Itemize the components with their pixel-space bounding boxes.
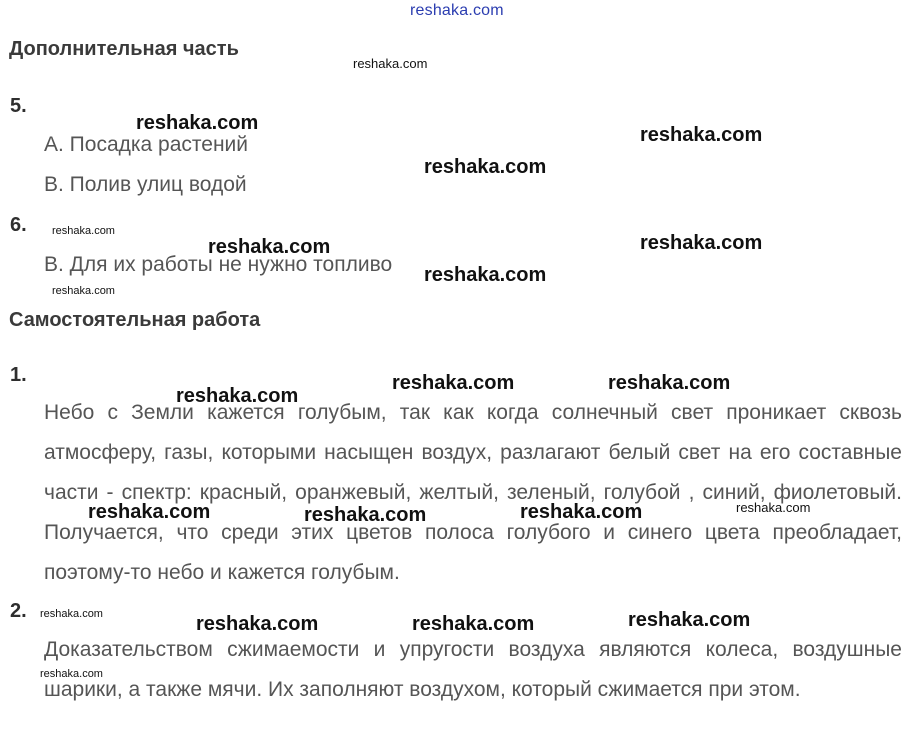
answer-6b: В. Для их работы не нужно топливо xyxy=(44,253,393,276)
watermark: reshaka.com xyxy=(52,225,115,237)
watermark: reshaka.com xyxy=(176,385,299,407)
watermark: reshaka.com xyxy=(304,504,427,526)
watermark: reshaka.com xyxy=(628,609,751,631)
watermark: reshaka.com xyxy=(52,285,115,297)
question-number-1: 1. xyxy=(10,364,27,386)
watermark: reshaka.com xyxy=(208,236,331,258)
question-number-2: 2. xyxy=(10,600,27,622)
watermark: reshaka.com xyxy=(608,372,731,394)
watermark: reshaka.com xyxy=(412,613,535,635)
header-watermark: reshaka.com xyxy=(410,2,504,19)
section-title-additional: Дополнительная часть xyxy=(9,38,239,60)
watermark: reshaka.com xyxy=(640,232,763,254)
question-number-6: 6. xyxy=(10,214,27,236)
watermark: reshaka.com xyxy=(353,56,428,71)
watermark: reshaka.com xyxy=(40,668,103,680)
watermark: reshaka.com xyxy=(520,501,643,523)
watermark: reshaka.com xyxy=(424,264,547,286)
watermark: reshaka.com xyxy=(88,501,211,523)
watermark: reshaka.com xyxy=(736,500,811,515)
answer-paragraph-1: Небо с Земли кажется голубым, так как когда солнечный свет проникает сквозь атмосферу, газы, которыми насыщен воздух, разлагают белый свет на его составные части - спектр: красный, оранжевый, желтый, зеленый, голубой , синий, фиолетовый. Получается, что среди этих цветов полоса голубого и синего цвета преобладает, поэтому-то небо и кажется голубым. xyxy=(44,401,902,584)
watermark: reshaka.com xyxy=(424,156,547,178)
answer-5a: А. Посадка растений xyxy=(44,133,249,156)
watermark: reshaka.com xyxy=(640,124,763,146)
answer-paragraph-2: Доказательством сжимаемости и упругости воздуха являются колеса, воздушные шарики, а также мячи. Их заполняют воздухом, который сжимается при этом. xyxy=(44,638,902,701)
question-number-5: 5. xyxy=(10,95,27,117)
watermark: reshaka.com xyxy=(196,613,319,635)
watermark: reshaka.com xyxy=(136,112,259,134)
answer-5b: В. Полив улиц водой xyxy=(44,173,247,196)
section-title-independent: Самостоятельная работа xyxy=(9,309,261,331)
watermark: reshaka.com xyxy=(392,372,515,394)
watermark: reshaka.com xyxy=(40,608,103,620)
